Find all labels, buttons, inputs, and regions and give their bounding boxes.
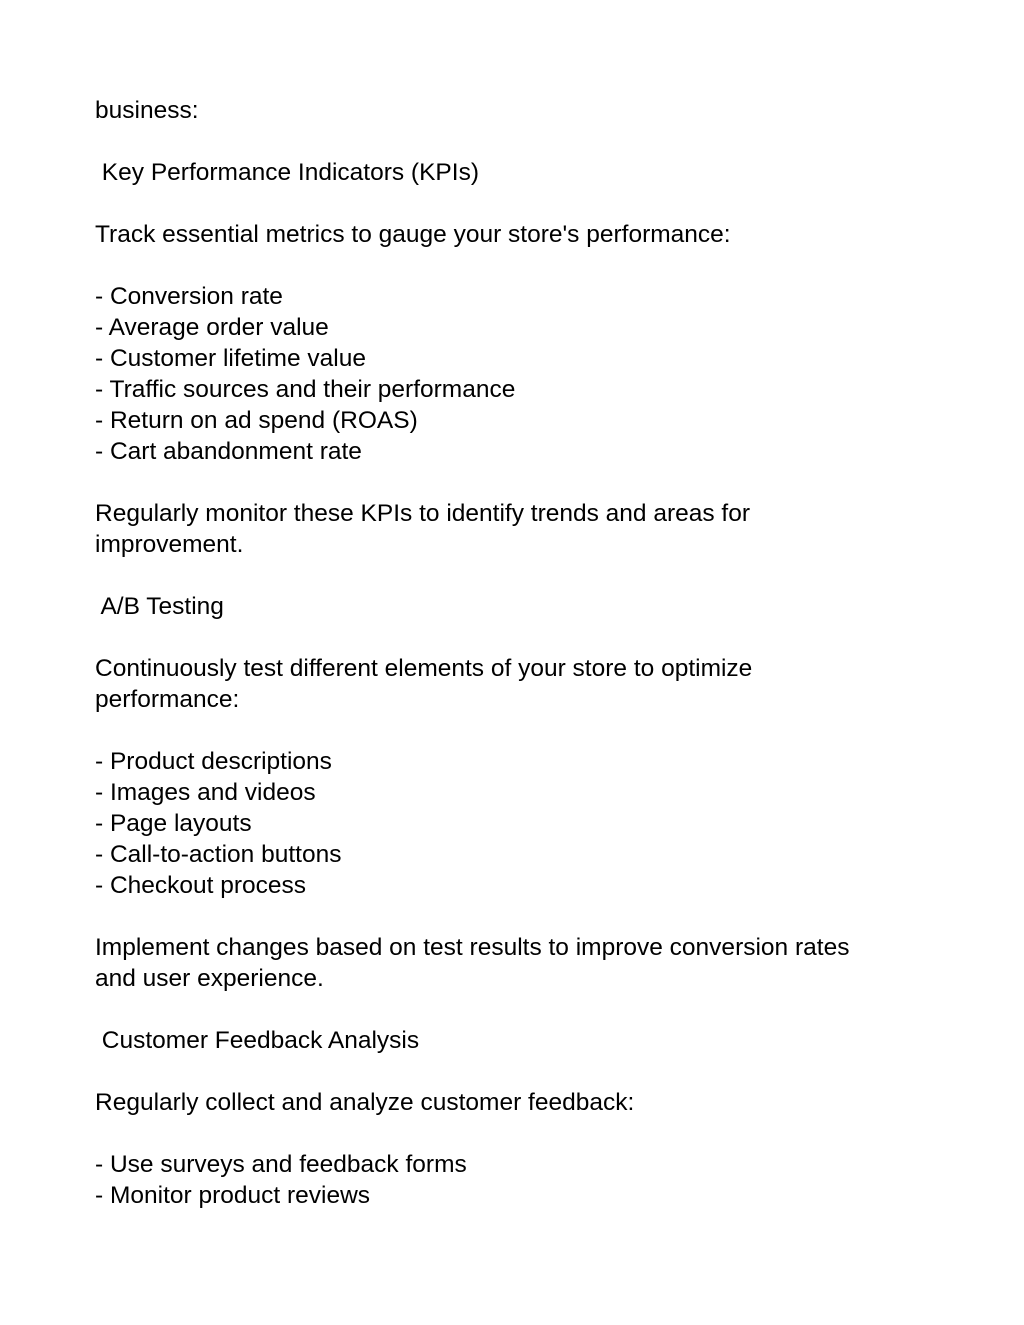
list-item: - Return on ad spend (ROAS) — [95, 407, 418, 434]
section-closing-ab-testing-line2: and user experience. — [95, 965, 324, 992]
spacer — [95, 622, 935, 653]
section-heading-kpis: Key Performance Indicators (KPIs) — [95, 159, 479, 186]
list-item: - Call-to-action buttons — [95, 841, 342, 868]
spacer — [95, 994, 935, 1025]
section-closing-kpis-line1: Regularly monitor these KPIs to identify trends and areas for — [95, 500, 751, 527]
section-lead-feedback: Regularly collect and analyze customer feedback: — [95, 1089, 635, 1116]
list-item: - Average order value — [95, 314, 329, 341]
list-item: - Conversion rate — [95, 283, 283, 310]
spacer — [95, 250, 935, 281]
list-item: - Checkout process — [95, 872, 307, 899]
spacer — [95, 560, 935, 591]
section-closing-ab-testing-line1: Implement changes based on test results to improve conversion rates — [95, 934, 850, 961]
spacer — [95, 1056, 935, 1087]
section-lead-kpis: Track essential metrics to gauge your store's performance: — [95, 221, 731, 248]
list-item: - Use surveys and feedback forms — [95, 1151, 467, 1178]
list-item: - Monitor product reviews — [95, 1182, 371, 1209]
list-item: - Images and videos — [95, 779, 316, 806]
section-lead-ab-testing-line1: Continuously test different elements of your store to optimize — [95, 655, 753, 682]
list-item: - Traffic sources and their performance — [95, 376, 516, 403]
spacer — [95, 467, 935, 498]
section-heading-feedback: Customer Feedback Analysis — [95, 1027, 420, 1054]
list-item: - Cart abandonment rate — [95, 438, 362, 465]
section-lead-ab-testing-line2: performance: — [95, 686, 240, 713]
intro-text: business: — [95, 97, 199, 124]
spacer — [95, 901, 935, 932]
spacer — [95, 1118, 935, 1149]
list-item: - Customer lifetime value — [95, 345, 366, 372]
list-item: - Page layouts — [95, 810, 252, 837]
spacer — [95, 126, 935, 157]
section-closing-kpis-line2: improvement. — [95, 531, 244, 558]
spacer — [95, 715, 935, 746]
document-body — [95, 95, 935, 1211]
spacer — [95, 188, 935, 219]
list-item: - Product descriptions — [95, 748, 332, 775]
section-heading-ab-testing: A/B Testing — [95, 593, 224, 620]
